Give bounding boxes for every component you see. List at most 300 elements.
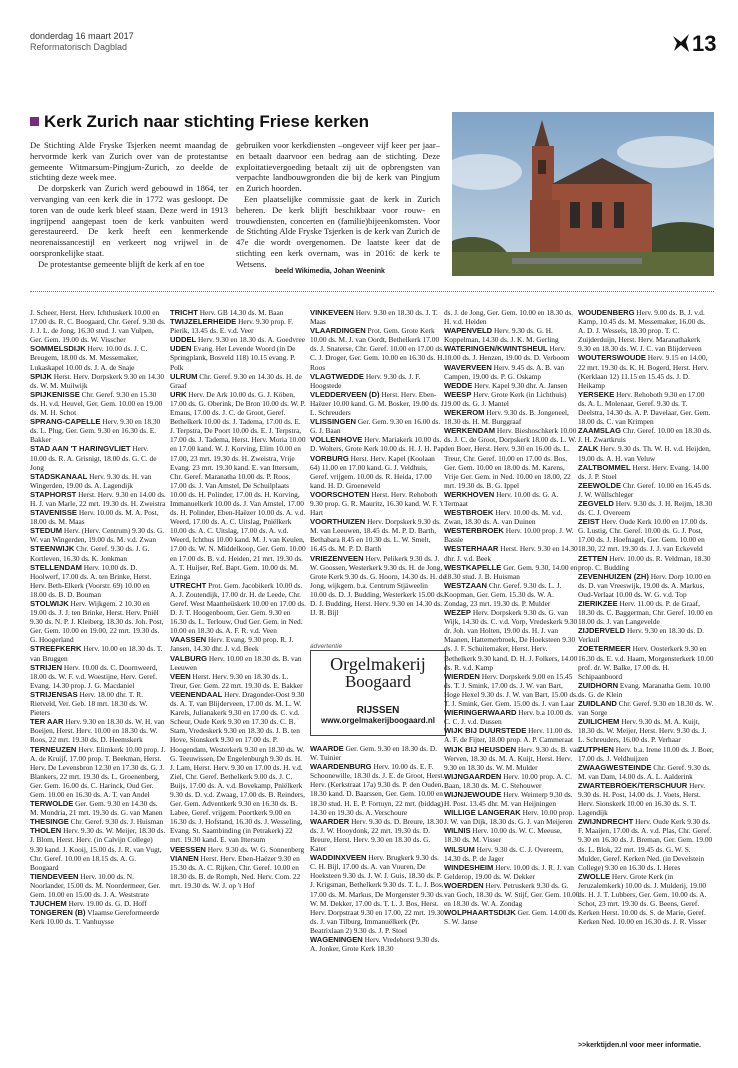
church-listing xyxy=(444,908,580,926)
church-listing xyxy=(310,417,446,435)
advert-title: Orgelmakerij xyxy=(330,654,426,674)
church-listing xyxy=(578,390,714,426)
headline-marker-icon xyxy=(30,117,39,126)
article-headline xyxy=(30,112,369,132)
listing-place: VINKEVEEN xyxy=(310,308,354,317)
listing-place: WATERINGEN/KWINTSHEUL xyxy=(444,344,548,354)
church-listing xyxy=(444,863,580,881)
listing-details: Herv. 9.30 en 18.30 ds. D. Verkuil xyxy=(578,626,704,645)
listing-place: UTRECHT xyxy=(170,580,207,590)
listing-details: Evang. Maranatha Gem. 10.00 ds. G. de Klein xyxy=(578,680,711,699)
listing-details: Prot. Gem. Grote Kerk 10.00 ds. M. J. van Oordt, Bethelkerk 17.00 ds. J. Snaterse, Chr. Geref. 10.00 en 17.00 ds. C. J. Droger, Ger. Gem. 10.00 en 16.30 ds. H. Roos xyxy=(310,326,445,372)
listing-place: ZUTPHEN xyxy=(578,744,614,754)
listing-details: Vlaamse Gereformeerde Kerk 10.00 ds. T. Vanhuysse xyxy=(30,908,160,927)
listing-details: Herv. 18.00 dhr. T. R. Rietveld, Ver. Geb. 18 mrt. 18.30 ds. W. Pieters xyxy=(30,689,148,718)
listing-place: THOLEN xyxy=(30,826,62,836)
listing-details: Herv. Grote Kerk (in Lichthuis) 19.00 ds. G. J. Mantel xyxy=(444,389,567,408)
listing-place: SPIJKENISSE xyxy=(30,389,80,399)
listing-details: Herv. Bieshoschkerk 10.00 ds. J. C. de Groot, Dorpskerk 18.00 ds. L. W. den Boer, Herst. Herv. 9.30 en 16.00 ds. L. Treur, Chr. Geref. 10.00 en 17.00 ds. Bos, Ger. Gem. 10.00 en 18.00 ds. M. Karens, Vrije Ger. Gem. in Ned. 10.00 en 18.00, 22 mrt. 19.30 ds. B. G. Ippel xyxy=(444,426,577,490)
listing-place: STELLENDAM xyxy=(30,562,82,572)
church-listing xyxy=(30,799,166,817)
listings-column-2 xyxy=(170,308,306,1053)
listing-place: VOORSCHOTEN xyxy=(310,489,370,499)
church-listing xyxy=(444,326,580,344)
listing-details: Herv. 9.30 en 18.30 ds. W. H. van Boeijen, Herst. Herv. 10.00 en 18.30 ds. W. Roos, 22 mrt. 19.30 ds. D. Heemskerk xyxy=(30,717,165,745)
listing-place: TWIJZELERHEIDE xyxy=(170,317,237,327)
advert-city: RIJSSEN xyxy=(356,705,400,716)
advert-label: advertentie xyxy=(310,643,343,650)
church-listing xyxy=(578,499,714,517)
listing-details: Herv. Elimkerk 10.00 prop. J. A. de Kruijf, 17.00 prop. T. Beekman, Herst. Herv. De Levensbron 12.30 en 17.30 ds. G. J. Blankers, 22 mrt. 19.30 ds. L. Groenenberg, Ger. Gem. 16.00 ds. C. Harinck, Oud Ger. Gem. 10.00 en 16.30 ds. A. T. van Andel xyxy=(30,744,166,799)
listing-place: SPIJK xyxy=(30,371,52,381)
listing-place: ZUIDLAND xyxy=(578,699,617,709)
listing-details: Herv. 9.15 en 14.00, 22 mrt. 19.30 ds. K. H. Bogerd, Herst. Herv. (Kerklaan 12) 11.15 en 15.45 ds. J. D. Heikamp xyxy=(578,353,709,390)
listing-place: WIJNGAARDEN xyxy=(444,771,502,781)
church-listing xyxy=(310,308,446,326)
listing-place: SPRANG-CAPELLE xyxy=(30,417,101,427)
listing-details: Herst. Herv. Kapel (Koolaan 64) 11.00 en 17.00 kand. G. J. Veldhuis, Geref. vrijgem. 10.00 ds. R. Heida, 17.00 kand. H. D. Groeneveld xyxy=(310,453,435,490)
listing-place: WAARDENBURG xyxy=(310,762,372,772)
church-listing xyxy=(578,308,714,353)
listing-place: WESTERBROEK xyxy=(444,526,504,536)
listing-place: VLAARDINGEN xyxy=(310,326,366,336)
church-listing xyxy=(30,508,166,526)
church-listing xyxy=(30,444,166,471)
church-listing xyxy=(578,554,714,572)
listing-place: WIERDEN xyxy=(444,671,480,681)
listing-place: UDDEL xyxy=(170,335,197,345)
church-listing xyxy=(444,544,580,562)
listing-details: Herv. 9.30 ds. B. Jongeneel, 18.30 ds. H. M. Burggraaf xyxy=(444,408,569,427)
listing-details: Herv. 9.30 ds. G. H. Koppelman, 14.30 ds. J. K. M. Gerling xyxy=(444,326,559,345)
church-listing xyxy=(30,644,166,662)
listing-details: Herv. GB 14.30 ds. M. Baan xyxy=(199,308,284,317)
church-listing xyxy=(170,854,306,890)
listing-details: Herst. Herv. Dorpskerk 9.30 en 14.30 ds. W. M. Muilwijk xyxy=(30,371,165,390)
listing-details: Herv. 9.30 ds. H. Post, 14.00 ds. J. Voets, Herst. Herv. Sionskerk 10.00 en 16.30 ds. S. T. Lagendijk xyxy=(578,780,706,818)
church-listing xyxy=(578,872,714,927)
listing-details: Prot. Gem. Jacobikerk 10.00 ds. A. J. Zoutendijk, 17.00 dr. H. de Leede, Chr. Geref. West Maattheüskerk 10.00 en 17.00 ds. D. J. T. Hoogenboom, Ger. Gem. 9.30 en 16.30 ds. L. Terlouw, Oud Ger. Gem. in Ned. 10.00 en 18.30 ds. A. F. R. v.d. Veen xyxy=(170,580,306,636)
church-listing xyxy=(170,344,306,371)
church-listing xyxy=(30,544,166,562)
church-listing xyxy=(30,826,166,871)
listing-details: Herv. 10.00 ds. C. Doornweerd, 18.00 ds. W. F. v.d. Woestijne, Herv. Geref. Evang. 14.30 prop. J. G. Macdaniel xyxy=(30,662,158,690)
listing-details: Herv. Evang. 9.30 prop. R. J. Jansen, 14.30 dhr. J. v.d. Beek xyxy=(170,635,294,654)
church-listing xyxy=(444,672,580,708)
church-listing xyxy=(444,490,580,508)
headline-text: Kerk Zurich naar stichting Friese kerken xyxy=(44,112,370,131)
listing-details: Herv. 9.00 ds. B. J. v.d. Kamp, 10.45 ds. M. Messemaker, 16.00 ds. A. D. J. Wessels, 18.30 prop. T. C. Zuijderduijn, Herst. Herv. Maranathakerk 9.30 en 18.30 ds. W. J. C. van Blijderveen xyxy=(578,308,706,354)
listing-place: WOUTERSWOUDE xyxy=(578,353,646,363)
listing-place: VAASSEN xyxy=(170,635,207,645)
listing-place: ZWIJNDRECHT xyxy=(578,817,634,827)
listing-place: STEENWIJK xyxy=(30,544,75,554)
listing-place: VLAGTWEDDE xyxy=(310,371,364,381)
listing-details: Herv. Oosterkerk 9.30 en 16.30 ds. E. v.d. Haam, Morgensterkerk 10.00 prof. dr. W. Balke, 17.00 ds. H. Schipaanboord xyxy=(578,644,714,681)
listing-details: Herv. 9.30 ds. D. Breure, 18.30 ds. J. W. Hooydonk, 22 mrt. 19.30 ds. D. Breure, Herst. Herv. 9.30 en 18.30 ds. G. Kater xyxy=(310,816,443,854)
listing-details: Herv. 10.00 ds. N. Noorlander, 15.00 ds. M. Noordermeer, Ger. Gem. 10.00 en 15.00 ds. J. A. Weststrate xyxy=(30,871,161,899)
church-listing xyxy=(444,772,580,790)
listing-details: Chr. Geref. 9.30 ds. M. van Dam, 14.00 ds. A. L. Aalderink xyxy=(578,762,711,781)
church-listing xyxy=(170,654,306,672)
listing-place: ZALK xyxy=(578,444,599,454)
church-listing xyxy=(30,372,166,390)
listing-details: Chr. Geref. 10.00 en 16.45 ds. J. W. Wüllschleger xyxy=(578,480,712,499)
listing-place: ZETTEN xyxy=(578,553,608,563)
church-listing xyxy=(578,463,714,481)
listing-details: Herv. 9.30 ds. W. Meijer, 18.30 ds. J. Blom, Herst. Herv. (in Calvijn College) 9.30 kand. J. Kooij, 15.00 ds. J. R. van Vugt, Chr. Geref. 10.00 en 18.15 ds. A. G. Boogaard xyxy=(30,826,166,872)
listing-details: Chr. Geref. 10.00 en 18.30 ds. J. H. Zwartkruis xyxy=(578,426,712,445)
listing-place: VEESSEN xyxy=(170,844,206,854)
listing-place: VOORTHUIZEN xyxy=(310,517,366,527)
church-listing xyxy=(578,444,714,462)
listing-place: WEDDE xyxy=(444,380,473,390)
listing-place: VLEDDERVEEN (D) xyxy=(310,389,380,399)
listing-place: TJUCHEM xyxy=(30,899,67,909)
church-listing xyxy=(444,363,580,381)
listing-place: ZIERIKZEE xyxy=(578,599,618,608)
church-listing xyxy=(30,817,166,826)
church-listing xyxy=(310,490,446,517)
church-listing xyxy=(444,426,580,490)
listing-details: Herst. Herv. 9.30 en 14.30 dhr. J. v.d. Beek xyxy=(444,544,578,563)
listing-place: WERKHOVEN xyxy=(444,489,495,499)
listing-details: Chr. Geref. 9.30 en 15.30 ds. H. v.d. Heuvel, Ger. Gem. 10.00 en 19.00 ds. M. H. Schot xyxy=(30,389,163,418)
listing-details: Herv. Mariakerk 10.00 ds. D. Wolters, Grote Kerk 10.00 ds. H. J. H. Pap xyxy=(310,435,445,454)
listings-column-1 xyxy=(30,308,166,1053)
listing-place: WILLIGE LANGERAK xyxy=(444,808,521,818)
listing-details: Herv. 11.00 ds. P. de Graaf, 18.30 ds. C. Baggerman, Chr. Geref. 10.00 en 18.00 ds. J. van Langevelde xyxy=(578,599,713,627)
article-paragraph: gebruiken voor kerkdiensten –ongeveer vijf keer per jaar– en betaalt daarvoor een bedrag aan de stichting. Deze exploitatievergoeding betaalt zij uit de opbrengsten van verpachte landbouwgronden die bij de kerk van Pingjum en Zurich hoorden. xyxy=(236,140,440,194)
listing-place: VORBURG xyxy=(310,453,349,463)
listing-place: WOUDENBERG xyxy=(578,308,635,317)
listing-details: Herv. Dorpskerk 9.30 ds. M. van Leeuwen, 18.45 ds. M. P. D. Barth, Bethabara 8.45 en 10.30 ds. L. W. Smelt, 16.45 ds. M. P. D. Barth xyxy=(310,517,441,554)
listing-place: WAPENVELD xyxy=(444,326,493,336)
church-listing xyxy=(578,681,714,699)
listing-place: VRIEZENVEEN xyxy=(310,553,364,563)
listing-details: Herv. 9.30 ds. J. F. Hoogstede xyxy=(310,371,421,390)
listing-details: Herv. 10.00 ds. R. Veldman, 18.30 prop. C. Budding xyxy=(578,553,711,572)
church-listing xyxy=(310,454,446,490)
church-listing xyxy=(30,417,166,444)
church-listing xyxy=(578,353,714,389)
listing-place: ZEVENHUIZEN (ZH) xyxy=(578,571,649,581)
listing-place: WIJK BIJ DUURSTEDE xyxy=(444,726,527,736)
listing-place: VEEN xyxy=(170,671,191,681)
listing-place: WEKEROM xyxy=(444,408,485,418)
church-listing xyxy=(310,853,446,935)
newspaper-logo-icon xyxy=(672,33,690,53)
listing-place: TERNEUZEN xyxy=(30,744,77,754)
listing-place: WAARDER xyxy=(310,816,350,826)
listing-place: WOERDEN xyxy=(444,880,484,890)
listings-column-5 xyxy=(578,308,714,1038)
church-listing xyxy=(310,554,446,618)
listing-details: Herv. 10.00 ds. M. v.d. Zwan, 18.30 ds. A. van Duinen xyxy=(444,508,563,527)
listing-details: Herv. 9.30 ds. M. A. Kuijt, 18.30 ds. W. Meijer, Herst. Herv. 9.30 ds. J. L. Schreuders, 16.00 ds. P. Verhaar xyxy=(578,717,707,745)
listing-place: WIERINGERWAARD xyxy=(444,708,517,718)
church-listing xyxy=(444,808,580,826)
listing-details: Herv. b.a 10.00 ds. C. C. J. v.d. Dussen xyxy=(444,708,574,727)
church-listing xyxy=(30,745,166,800)
church-listing xyxy=(310,435,446,453)
church-listing xyxy=(310,372,446,390)
church-listing xyxy=(310,744,446,762)
listing-place: WEESP xyxy=(444,389,472,399)
church-listing xyxy=(170,690,306,845)
church-listing xyxy=(578,517,714,553)
church-listing xyxy=(30,526,166,544)
listing-place: WESTBROEK xyxy=(444,508,494,518)
church-listing xyxy=(444,381,580,390)
church-listing xyxy=(310,517,446,553)
church-listing xyxy=(578,626,714,644)
listing-details: Ger. Gem. 14.00 ds. S. W. Janse xyxy=(444,908,577,927)
listing-place: TERWOLDE xyxy=(30,799,74,809)
listing-place: STRIJEN xyxy=(30,662,63,672)
listing-details: Herv. Wijkgem. 2 10.30 en 19.00 ds. J. J. ten Brinke, Herst. Herv. Pniël 9.30 ds. N. P. J. Kleiberg, 18.30 ds. Joh. Post, Ger. Gem. 10.00 en 19.00, 22 mrt. 19.30 ds. G. Hoogerland xyxy=(30,599,164,645)
listing-details: Herv. De Ark 10.00 ds. G. J. Köben, 17.00 ds. G. Oberink, De Bron 10.00 ds. W. P. Emaus, 17.00 ds. J. C. de Groot, Geref. Bethelkerk 10.00 ds. J. Tadema, 17.00 ds. E. J. Terpstra, De Poort 10.00 ds. E. J. Terpstra, 17.00 ds. J. Tadema, Herst. Herv. Moria 10.00 en 17.00 kand. W. J. Korving, Elim 10.00 en 17.00, 23 mrt. 19.30 ds. H. Zweistra, Vrije Evang. 23 mrt. 19.30 kand. E. van Ittersum, Chr. Geref. Maranatha 10.00 ds. P. Roos, 17.00 ds. J. Van Amstel, De Schuilplaats 10.00 ds. H. Polinder, 17.00 ds. H. Korving, Immanuelkerk 10.00 ds. J. Van Amstel, 17.00 ds. H. Polinder, Eben-Haëzer 10.00 ds. A. v.d. Weerd, 17.00 ds. A. C. Uitslag, Pniëlkerk 10.00 ds. A. C. Uitslag, 17.00 ds. A. v.d. Weerd, Ichthus 10.00 kand. M. J. van Keulen, 17.00 ds. W. N. Middelkoop, Ger. Gem. 10.00 en 17.00 ds. B. v.d. Heiden, 21 mrt. 19.30 ds. A. T. Huijser, Ref. Bapt. Gem. 10.00 ds. M. Ezinga xyxy=(170,389,306,581)
church-listing xyxy=(30,563,166,599)
listing-details: Herv. 10.00 ds. D. Hoolwerf, 17.00 ds. A. ten Brinke, Herst. Herv. Beth-Elkerk (Voorstr. 69) 10.00 en 18.00 ds. B. D. Bouman xyxy=(30,562,152,599)
church-listing xyxy=(444,745,580,772)
church-listing xyxy=(578,481,714,499)
listing-place: WILNIS xyxy=(444,826,471,836)
listing-details: Herv. 10.00 ds. W. C. Meeuse, 18.30 ds. M. Visser xyxy=(444,826,562,845)
church-listing xyxy=(30,717,166,744)
listing-place: STEDUM xyxy=(30,526,63,536)
listing-details: Ger. Gem. 9.30 en 14.30 ds. M. Mondria, 21 mrt. 19.30 ds. G. van Manen xyxy=(30,799,163,818)
church-listing xyxy=(444,726,580,744)
issue-date: donderdag 16 maart 2017 xyxy=(30,31,134,41)
church-listing xyxy=(444,344,580,362)
listing-details: Herv. Petruskerk 9.30 ds. G. van Goch, 18.30 ds. W. Stijf, Ger. Gem. 10.00 en 18.30 ds. W. A. Zondag xyxy=(444,880,580,909)
church-listing xyxy=(578,817,714,872)
listing-place: WAARDE xyxy=(310,744,344,753)
advertisement-orgelmakerij xyxy=(310,650,446,736)
church-listing xyxy=(310,390,446,417)
church-photo xyxy=(452,112,714,276)
listing-details: Herv. 9.30 ds. J. H. Reijm, 18.30 ds. C. J. Overeem xyxy=(578,498,713,518)
listing-place: VIANEN xyxy=(170,853,199,863)
listing-details: Chr. Geref. 9.30 ds. J. G. Kortleven, 16.30 ds. K. Jonkman xyxy=(30,544,150,563)
church-listing xyxy=(170,390,306,581)
listing-details: Herv. 9.30 en 18.30 ds. J. T. Maas xyxy=(310,308,438,327)
listing-details: Herv. 10.00 prop. J. W. Bassie xyxy=(444,526,574,545)
listing-place: WINDESHEIM xyxy=(444,862,494,872)
listing-details: Chr. Geref. 9.30 ds. L. J. Koopman, Ger. Gem. 15.30 ds. W. A. Zondag, 23 mrt. 19.30 ds. P. Mulder xyxy=(444,580,562,608)
listing-details: Herv. Weinterp 9.30 ds. H. Post. 13.45 dhr. M. van Heijningen xyxy=(444,789,573,809)
church-listing xyxy=(170,635,306,653)
listing-place: ZEEWOLDE xyxy=(578,480,622,490)
listing-place: ZUIDHORN xyxy=(578,680,619,690)
church-listing xyxy=(310,326,446,371)
church-listing xyxy=(30,490,166,508)
listing-place: STREEFKERK xyxy=(30,644,82,654)
church-listing xyxy=(170,308,306,317)
church-listing xyxy=(578,426,714,444)
listing-place: ZWARTEBROEK/TERSCHUUR xyxy=(578,780,688,790)
listing-place: UDEN xyxy=(170,344,192,354)
page-header xyxy=(30,31,717,57)
church-listing xyxy=(444,390,580,408)
listing-place: ZUILICHEM xyxy=(578,717,620,727)
church-listing xyxy=(30,899,166,908)
listing-details: Herv. 9.30 ds. B. van Werven, 18.30 ds. M. A. Kuijt, Herst. Herv. 9.30 en 18.30 ds. W. M. Mulder xyxy=(444,744,580,772)
listings-column-4 xyxy=(444,308,580,1053)
church-listing xyxy=(578,599,714,626)
listings-column-3-bottom xyxy=(310,744,446,1054)
article-body-col1 xyxy=(30,140,228,270)
listing-details: Herv. 10.00 ds. E. F. Schoonewille, 18.30 ds. J. E. de Groot, Herst. Herv. (Kerkstraat 17a) 9.30 ds. P. den Ouden, 18.30 kand. D. Baarssen, Ger. Gem. 10.00 en 18.30 stud. H. E. P. Fortuyn, 22 mrt. (biddag) 14.30 en 19.30 ds. A. Verschoure xyxy=(310,762,445,817)
church-listing xyxy=(444,581,580,608)
church-listing xyxy=(444,408,580,426)
church-listing xyxy=(310,762,446,817)
church-listing xyxy=(170,845,306,854)
listing-place: ZEIST xyxy=(578,517,600,527)
church-listing xyxy=(30,344,166,371)
listing-details: Herv. 9.30 ds. Th. W. H. v.d. Heijden, 19.00 ds. A. H. van Veluw xyxy=(578,444,711,463)
listing-details: Herv. Dragonder-Oost 9.30 ds. A. T. van Blijderveen, 17.00 ds. M. L. W. Karels, Julianakerk 9.30 en 17.00 ds. C. v.d. Scheur, Oude Kerk 9.30 en 17.30 ds. C. B. Stam, Vredeskerk 9.30 en 18.30 ds. J. B. ten Hove, Sionskerk 9.30 en 17.00 ds. P. Hoogendam, Westerkerk 9.30 en 18.30 ds. W. G. Teeuwissen, De Engelenburgh 9.30 ds. H. J. Lam, Herst. Herv. 9.30 en 17.00 ds. H. v.d. Ziel, Chr. Geref. Bethelkerk 9.00 ds. J. C. Buijs, 17.00 ds. A. v.d. Bovekamp, Pniëlkerk 9.30 ds. D. v.d. Zwaag, 17.00 ds. B. Reinders, Ger. Gem. Adventkerk 9.30 en 16.30 ds. B. Labee, Geref. vrijgem. Poortkerk 9.00 en 16.30 ds. J. Hofstand, 16.30 ds. J. Wesseling, Evang. St. Saambinding (in Petrakerk) 22 mrt. 19.30 kand. E. van Ittersum xyxy=(170,689,305,845)
listing-place: ZAAMSLAG xyxy=(578,426,622,436)
church-listing xyxy=(444,308,580,326)
church-listing xyxy=(30,472,166,490)
listing-place: STAD AAN 'T HARINGVLIET xyxy=(30,444,131,454)
church-listing xyxy=(30,599,166,644)
page-number: 13 xyxy=(692,31,717,56)
listing-details: Chr. Geref. 9.30 en 18.30 ds. W. van Sorge xyxy=(578,699,714,718)
listing-place: WESTKAPELLE xyxy=(444,562,502,572)
listing-details: Herv. Brugkerk 9.30 ds. C. H. Bijl, 17.00 ds. A. van Vuuren, De Hoeksteen 9.30 ds. J. W. J. Guis, 18.30 ds. P. J. Krigsman, Bethelkerk 9.30 ds. T. L. J. Bos, 17.00 ds. M. Markus, De Morgenster 9.30 ds. W. M. Dekker, 17.00 ds. T. L. J. Bos, Herst. Herv. Dorpstraat 9.30 en 17.00, 22 mrt. 19.30 ds. J. van Tilburg, Immanuëlkerk (Pr. Beatrixlaan 2) 9.30 ds. J. P. Stoel xyxy=(310,853,444,935)
listing-details: Chr. Geref. 9.30 ds. J. Huisman xyxy=(70,817,164,827)
listing-place: WERKENDAM xyxy=(444,426,496,436)
article-paragraph: De dorpskerk van Zurich werd gebouwd in 1864, ter vervanging van een kerk die in 1772 was gesloopt. De toren van de oude kerk bleef staan. Deze werd in 1913 ingrijpend aangepast toen de kerk vanbuiten werd gerestaureerd. De kerk heeft een kenmerkende neorenaissancestijl en verkeert nog vrijwel in de oorspronkelijke staat. xyxy=(30,183,228,258)
photo-caption: beeld Wikimedia, Johan Weenink xyxy=(275,268,385,275)
church-listing xyxy=(578,717,714,744)
listing-details: Herst. Herv. Eben-Haëzer 10.00 kand. G. M. Bosker, 19.00 ds. J. L. Schreuders xyxy=(310,389,446,418)
listing-details: Herv. 9.30 prop. F. Pierik, 13.45 ds. E. v.d. Veer xyxy=(170,317,294,336)
listing-details: Herv. 10.00 ds. R. A. Grisnigt, 18.00 ds. G. C. de Jong xyxy=(30,444,157,472)
listing-details: ds. J. de Jong, Ger. Gem. 10.00 en 18.30 ds. H. v.d. Heiden xyxy=(444,308,574,327)
listing-details: Herv. 9.30 ds. H. van Wingerden, 19.00 ds. A. Lagendijk xyxy=(30,471,152,490)
listing-details: Herv. 10.00 prop. J. W. van Dijk, 18.30 ds. G. J. van Meijeren xyxy=(444,808,575,827)
church-listing xyxy=(170,335,306,344)
church-listing xyxy=(444,508,580,526)
listing-details: Herv. 10.00 prop. A. C. Baan, 18.30 ds. M. C. Stehouwer xyxy=(444,771,572,790)
listing-details: Herst. Herv. Eben-Haëzer 9.30 en 15.30 ds. A. C. Rijken, Chr. Geref. 10.00 en 18.30 ds. B. de Romph, Ned. Herv. Com. 22 mrt. 19.30 ds. W. J. op 't Hof xyxy=(170,853,301,890)
listing-details: Herv. (Herv. Centrum) 9.30 ds. G. W. van Wingerden, 19.00 ds. M. v.d. Zwan xyxy=(30,526,165,545)
listing-details: Herv. b.a. Irene 10.00 ds. J. Boer, 17.00 ds. J. Veldhuijzen xyxy=(578,744,714,763)
article-paragraph: De Stichting Alde Fryske Tsjerken neemt maandag de hervormde kerk van Zurich over van de protestantse gemeente Witmarsum-Pingjum-Zurich, zo deelde de stichting deze week mee. xyxy=(30,140,228,183)
listing-place: STAVENISSE xyxy=(30,508,77,518)
listing-details: Herv. Rehoboth 9.30 en 17.00 ds. A. L. Molenaar, Geref. 9.30 ds. T. Deelstra, 14.30 ds. A. P. Davelaar, Ger. Gem. 18.00 ds. C. van Krimpen xyxy=(578,389,711,427)
listing-place: SOMMELSDIJK xyxy=(30,344,86,354)
listing-place: WESTERHAAR xyxy=(444,544,499,554)
listing-place: VLISSINGEN xyxy=(310,417,356,427)
church-listing xyxy=(578,781,714,817)
section-divider xyxy=(30,291,714,292)
listing-details: Herv. 9.30 en 18.30 ds. A. Goedvree xyxy=(198,335,306,345)
listing-place: TONGEREN (B) xyxy=(30,908,86,918)
listing-place: WIJK BIJ HEUSDEN xyxy=(444,744,517,754)
listing-place: ZOETERMEER xyxy=(578,644,631,654)
church-listing xyxy=(578,699,714,717)
listing-details: Herv. 19.00 ds. G. D. Hoff xyxy=(68,899,147,909)
church-listing xyxy=(444,708,580,726)
listing-place: VALBURG xyxy=(170,653,207,663)
listing-details: Ger. Gem. 9.30, 14.00 en 18.30 stud. J. B. Huisman xyxy=(444,562,578,581)
church-listing xyxy=(444,790,580,808)
listing-details: Herv. Pelikerk 9.30 ds. J. W. Goossen, Westerkerk 9.30 ds. H. de Jong, Grote Kerk 9.30 ds. G. Hoorn, 14.30 ds. H. de Jong, wijkgem. b.a. Centrum Stjäweelin 10.00 ds. D. J. Budding, Westerkerk 15.00 ds. D. J. Budding, Herst. Herv. 9.30 en 14.30 ds. IJ. R. Bijl xyxy=(310,553,446,618)
church-listing xyxy=(30,308,166,344)
listing-place: ZWOLLE xyxy=(578,871,611,881)
church-listing xyxy=(578,572,714,599)
listing-place: STOLWIJK xyxy=(30,599,69,608)
listing-details: Herv. 10.00 ds. G. A. Termaat xyxy=(444,489,559,508)
listing-place: ZIJDERVELD xyxy=(578,626,626,636)
listing-details: J. Scheer, Herst. Herv. Ichthuskerk 10.00 en 17.00 ds. R. C. Boogaard, Chr. Geref. 9.30 ds. J. J. L. de Jong, 16.30 stud. J. van Vulpen, Ger. Gem. 19.00 ds. W. Visscher xyxy=(30,308,166,345)
church-listing xyxy=(30,390,166,417)
church-listing xyxy=(578,763,714,781)
listing-details: Herst. Herv. 9.30 en 14.00 ds. H. J. van Marle, 22 mrt. 19.30 ds. H. Zweistra xyxy=(30,489,166,508)
church-listing xyxy=(170,317,306,335)
listing-place: WAGENINGEN xyxy=(310,934,363,944)
listing-place: THESINGE xyxy=(30,817,69,827)
listing-details: Herst. Herv. Rehoboth 9.30 prop. G. R. Mauritz, 16.30 kand. W. F. 't Hart xyxy=(310,489,443,518)
listing-details: Herv. 10.00 en 18.30 ds. B. van Leeuwen xyxy=(170,653,302,672)
church-listing xyxy=(578,745,714,763)
advert-subtitle: Boogaard xyxy=(344,672,412,691)
listing-details: Ger. Gem. 9.30 en 16.00 ds. G. J. Baan xyxy=(310,417,441,436)
listing-details: Herv. 10.00 ds. J. C. Breugem, 18.00 ds. M. Messemaker, Lukaskapel 10.00 ds. J. A. de Snaje xyxy=(30,344,148,372)
listing-details: Herv. 9.30 ds. W. G. Sonnenberg xyxy=(207,844,305,854)
church-listing xyxy=(578,644,714,680)
listing-place: TER AAR xyxy=(30,717,64,727)
article-paragraph: De protestantse gemeente blijft de kerk af en toe xyxy=(38,258,205,269)
more-info-link[interactable]: >>kerktijden.nl voor meer informatie. xyxy=(578,1042,701,1049)
listing-place: YERSEKE xyxy=(578,389,615,399)
listing-place: URK xyxy=(170,389,187,399)
listing-details: Herv. Oude Kerk 10.00 en 17.00 ds. G. Lustig, Chr. Geref. 10.00 ds. G. J. Post, 17.00 ds. J. Hoefnagel, Ger. Gem. 10.00 en 18.30, 22 mrt. 19.30 ds. J. J. van Eckeveld xyxy=(578,517,708,554)
listing-place: ZEGVELD xyxy=(578,498,614,508)
listing-details: Herst. Herv. 9.30 en 18.30 ds. L. Treur, Ger. Gem. 22 mrt. 19.30 ds. E. Bakker xyxy=(170,671,303,690)
listing-details: Herv. 9.30 ds. C. J. Overeem, 14.30 ds. P. de Jager xyxy=(444,844,564,863)
church-listing xyxy=(30,690,166,717)
listing-place: ZALTBOMMEL xyxy=(578,462,631,472)
listing-details: Herv. Grote Kerk (in Jeruzalemkerk) 10.00 ds. J. Mulderij, 19.00 ds. H. J. T. Lubbers, Ger. Gem. 10.00 ds. A. Schot, 23 mrt. 19.30 ds. G. Beens, Geref. Kerken Herst. 10.00 ds. S. de Marie, Geref. Kerken Ned. 10.00 en 16.30 ds. J. R. Visser xyxy=(578,871,707,927)
church-listing xyxy=(310,817,446,853)
listing-details: Evang. Het Levende Woord (in De Springplank, Bosveld 118) 10.15 evang. P. Polk xyxy=(170,344,296,372)
church-listing xyxy=(30,663,166,690)
listing-details: Herv. Dorpskerk 9.30 ds. G. van Wijk, 14.30 ds. C. v.d. Vorp, Vredeskerk 9.30 dr. Joh. van Holten, 19.00 ds. H. J. van Maanen, Hattemerbroek, De Hoeksteen 9.30 ds. J. F. Schuitemaker, Herst. Herv. Bethelkerk 9.30 kand. D. H. J. Folkers, 14.00 ds. R. v.d. Kamp xyxy=(444,608,578,672)
church-listing xyxy=(444,526,580,544)
listing-details: Herst. Herv. Evang. 14.00 ds. J. P. Stoel xyxy=(578,462,709,481)
church-listing xyxy=(444,881,580,908)
church-listing xyxy=(444,826,580,844)
newspaper-name: Reformatorisch Dagblad xyxy=(30,42,128,52)
listing-details: Herv. 10.00 ds. J. Henzen, 19.00 ds. D. Verboom xyxy=(444,344,570,363)
listing-details: Herv. Dorpskerk 9.00 en 15.45 ds. T. J. Smink, 17.00 ds. J. W. van Bart, Hoge Hexel 9.30 ds. J. W. van Bart, 15.00 ds. T. J. Smink, Ger. Gem. 15.00 ds. J. van Laar xyxy=(444,671,578,709)
listing-place: STADSKANAAL xyxy=(30,471,88,481)
listing-place: VOLLENHOVE xyxy=(310,435,363,445)
listing-details: Herv. Dorp 10.00 en ds. D. van Vreeswijk, 19.00 ds. A. Markus, Oud-Verlaat 10.00 ds. W. G. v.d. Top xyxy=(578,571,711,599)
listing-place: ULRUM xyxy=(170,371,198,381)
listing-details: Herv. Kapel 9.30 dhr. A. Jansen xyxy=(474,380,568,390)
listing-place: WESTZAAN xyxy=(444,580,488,590)
listing-place: WADDINXVEEN xyxy=(310,853,367,863)
listing-place: VEENENDAAL xyxy=(170,689,223,699)
listing-details: Herv. Vredehorst 9.30 ds. A. Jonker, Grote Kerk 18.30 xyxy=(310,934,440,954)
